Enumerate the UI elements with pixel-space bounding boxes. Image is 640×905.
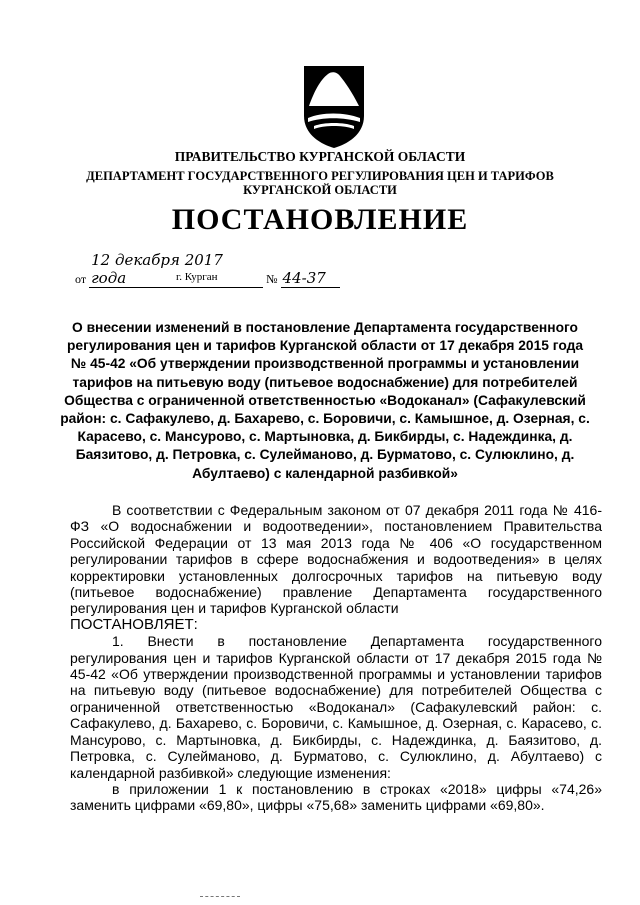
resolves-heading: ПОСТАНОВЛЯЕТ: — [70, 615, 198, 633]
department-name-line1: ДЕПАРТАМЕНТ ГОСУДАРСТВЕННОГО РЕГУЛИРОВАНИЯ ЦЕН И ТАРИФОВ — [86, 169, 554, 183]
from-label: от — [75, 272, 87, 286]
document-subject: О внесении изменений в постановление Департамента государственного регулирования цен и тарифов Курганской области от 17 декабря 2015 года № 45-42 «Об утверждении производственной программы и установлении тарифов на питьевую воду (питьевое водоснабжение) для потребителей Общества с ограниченной ответственностью «Водоканал» (Сафакулевский район: с. Сафакулево, д. Бахарево, с. Боровичи, с. Камышное, д. Озерная, с. Карасево, с. Мансурово, с. Мартыновка, д. Бикбирды, с. Надеждинка, д. Баязитово, д. Петровка, с. Сулейманово, д. Бурматово, с. Сулюклино, д. Абултаево) с календарной разбивкой» — [60, 320, 590, 481]
document-title: ПОСТАНОВЛЕНИЕ — [171, 203, 469, 236]
number-label: № — [266, 272, 278, 286]
footer-divider — [200, 896, 240, 898]
document-number: 44-37 — [281, 269, 340, 288]
item-1-subparagraph: в приложении 1 к постановлению в строках «2018» цифры «74,26» заменить цифрами «69,80», цифры «75,68» заменить цифрами «69,80». — [70, 780, 602, 814]
document-date: 12 декабря 2017 года — [89, 251, 263, 288]
government-name: ПРАВИТЕЛЬСТВО КУРГАНСКОЙ ОБЛАСТИ — [174, 149, 466, 164]
department-name-line2: КУРГАНСКОЙ ОБЛАСТИ — [243, 183, 397, 197]
preamble-paragraph: В соответствии с Федеральным законом от 07 декабря 2011 года № 416-ФЗ «О водоснабжении и водоотведении», постановлением Правительства Российской Федерации от 13 мая 2013 года № 406 «О государственном регулировании тарифов в сфере водоснабжения и водоотведения» в целях корректировки установленных долгосрочных тарифов на питьевую воду (питьевое водоснабжение) правление Департамента государственного регулирования цен и тарифов Курганской области — [70, 502, 602, 617]
coat-of-arms-emblem — [300, 62, 368, 150]
document-body — [70, 502, 602, 814]
item-1-paragraph: 1. Внести в постановление Департамента государственного регулирования цен и тарифов Курганской области от 17 декабря 2015 года № 45-42 «Об утверждении производственной программы и установлении тарифов на питьевую воду (питьевое водоснабжение) для потребителей Общества с ограниченной ответственностью «Водоканал» (Сафакулевский район: с. Сафакулево, д. Бахарево, с. Боровичи, с. Камышное, д. Озерная, с. Карасево, с. Мансурово, с. Мартыновка, д. Бикбирды, с. Надеждинка, д. Баязитово, д. Петровка, с. Сулейманово, д. Бурматово, с. Сулюклино, д. Абултаево) с календарной разбивкой» следующие изменения: — [70, 633, 602, 781]
city-label: г. Курган — [176, 271, 218, 283]
